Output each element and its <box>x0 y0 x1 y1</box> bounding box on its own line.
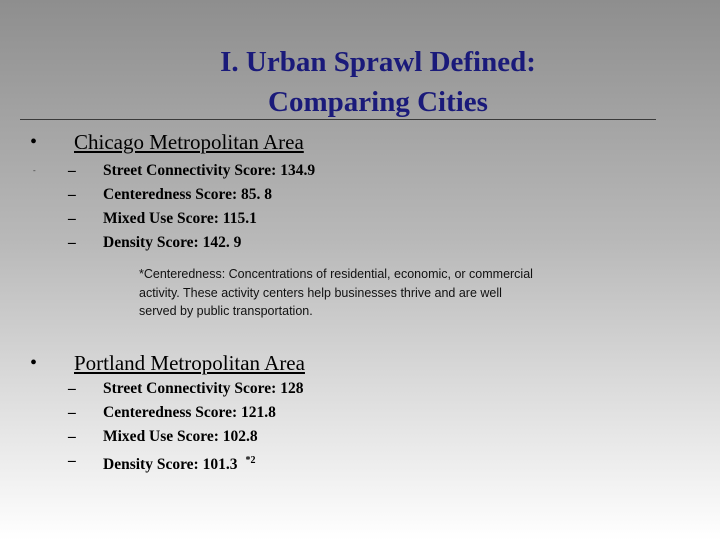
score-text: Density Score: 142. 9 <box>103 234 242 251</box>
list-item <box>68 231 488 255</box>
score-text: Mixed Use Score: 102.8 <box>103 428 258 445</box>
dash-marker: – <box>68 380 76 397</box>
dash-marker: – <box>68 186 76 203</box>
score-value: Density Score: 101.3 <box>103 456 238 473</box>
footnote-line-2: activity. These activity centers help businesses thrive and are well <box>139 285 502 300</box>
score-text <box>103 449 255 477</box>
list-item <box>68 207 488 231</box>
score-text: Mixed Use Score: 115.1 <box>103 210 257 227</box>
dash-marker: – <box>68 452 76 469</box>
dash-marker: – <box>68 210 76 227</box>
score-text: Street Connectivity Score: 128 <box>103 380 304 397</box>
footnote-marker: *2 <box>245 455 256 466</box>
slide-title-line-1: I. Urban Sprawl Defined: <box>220 46 536 78</box>
list-item <box>68 159 488 183</box>
heading-portland: Portland Metropolitan Area <box>74 351 305 375</box>
list-item <box>68 401 488 425</box>
heading-chicago: Chicago Metropolitan Area <box>74 130 304 154</box>
chicago-scores-list <box>68 159 488 255</box>
dash-marker: – <box>68 162 76 179</box>
slide-title <box>200 42 556 122</box>
dash-marker: – <box>68 428 76 445</box>
slide-title-line-2: Comparing Cities <box>268 86 488 118</box>
score-text: Centeredness Score: 121.8 <box>103 404 276 421</box>
stray-mark: - <box>33 166 36 175</box>
footnote-line-3: served by public transportation. <box>139 304 313 318</box>
portland-scores-list <box>68 377 488 473</box>
dash-marker: – <box>68 404 76 421</box>
title-divider <box>20 119 656 120</box>
list-item <box>68 449 488 473</box>
bullet-portland: • <box>30 352 38 374</box>
list-item <box>68 425 488 449</box>
dash-marker: – <box>68 234 76 251</box>
footnote-line-1: *Centeredness: Concentrations of residential, economic, or commercial <box>139 267 533 281</box>
bullet-chicago: • <box>30 131 38 153</box>
centeredness-footnote <box>139 265 559 321</box>
list-item <box>68 183 488 207</box>
score-text: Street Connectivity Score: 134.9 <box>103 162 316 179</box>
score-text: Centeredness Score: 85. 8 <box>103 186 273 203</box>
list-item <box>68 377 488 401</box>
